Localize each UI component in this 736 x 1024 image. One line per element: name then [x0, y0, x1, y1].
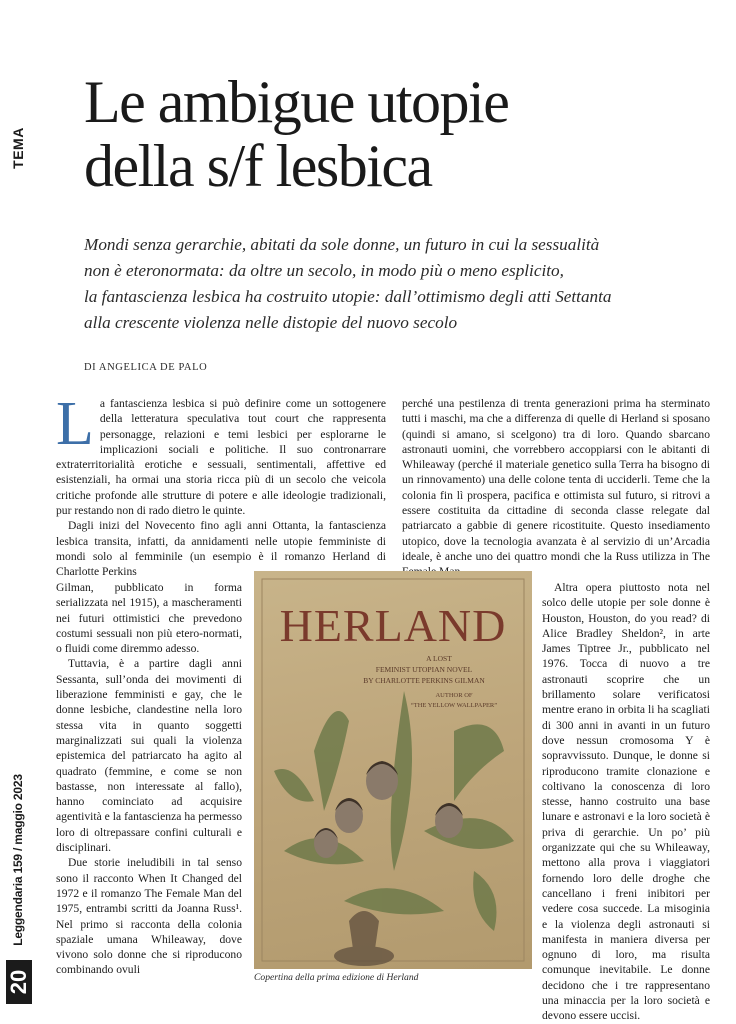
- title-line-1: Le ambigue utopie: [84, 69, 509, 135]
- column-2-lower: [542, 580, 710, 1024]
- cover-line: “THE YELLOW WALLPAPER”: [410, 702, 498, 709]
- issue-label: Leggendaria 159 / maggio 2023: [11, 774, 25, 946]
- lead-line: alla crescente violenza nelle distopie del nuovo secolo: [84, 313, 458, 332]
- cover-artwork: [254, 571, 532, 969]
- lead-line: non è eteronormata: da oltre un secolo, in modo più o meno esplicito,: [84, 261, 564, 280]
- paragraph: perché una pestilenza di trenta generazioni prima ha sterminato tutti i maschi, ma che a differenza di quelle di Herland si sposano (quindi si amano, si scelgono) tra di loro. Quando sbarcano astronauti uomini, che vorrebbero accoppiarsi con le abitanti di Whileaway (perché il materiale genetico sulla Terra ha bisogno di un rinnovamento) una delle colone tenta di ucciderli. Teme che la colonia fin lì prospera, pacifica e ottimista sul futuro, si ritrovi a essere costituita da cittadine di seconda classe relegate dal patriarcato a gabbie di genere ricostituite. Questo insediamento utopico, dove la tecnologia avanzata è al servizio di un’Arcadia ideale, è anche uno dei quattro mondi che la Russ utilizza in The: [402, 397, 710, 563]
- lead-line: la fantascienza lesbica ha costruito utopie: dall’ottimismo degli atti Settanta: [84, 287, 612, 306]
- article-title: [84, 70, 704, 198]
- article-lead: [84, 232, 714, 336]
- page-number: 20: [6, 960, 32, 1004]
- cover-title: HERLAND: [279, 600, 507, 651]
- paragraph: Altra opera piuttosto nota nel solco delle utopie per sole donne è Houston, Houston, do you read? di Alice Bradley Sheldon², in arte James Tiptree Jr., pubblicato nel 1976. Tocca di nuovo a tre astronauti scoprire che un brillamento solare verificatosi mentre erano in orbita li ha scagliati di 300 anni in avanti in un futuro dove nessun cromosoma Y è sopravvissuto. Dunque, le donne si riproducono tramite clonazione e coltivano la conoscenza di loro stesse, hanno costruito una base lunare e astronavi e la loro società è priva di gerarchie. Un po’ più organizzate qui che su Whileaway, mettono alla prova i viaggiatori fornendo loro delle droghe che cancellano i freni inibitori per vedere cosa succede. La misoginia e la violenza degli astronauti si manifesta in maniera diversa per ognuno di loro, ma risulta comunque inevitabile. Le donne decidono che i tre rappresentano una minaccia per la loro società e devono essere uccisi.: [542, 581, 710, 1023]
- column-1-lower: [56, 580, 242, 978]
- book-cover-image: [254, 571, 532, 969]
- column-1: [56, 390, 386, 580]
- byline: DI ANGELICA DE PALO: [84, 362, 208, 373]
- paragraph: Gilman, pubblicato in forma serializzata nel 1915), a mascheramenti nei futuri ottimistici che prevedono costumi sessuali non più etero-normati, o fluidi come diremmo adesso.: [56, 581, 242, 656]
- paragraph: La fantascienza lesbica si può definire come un sottogenere della letteratura speculativa tout court che rappresenta personagge, relazioni e temi lesbici per esplorarne le implicazioni sociali e politiche. Il suo contronarrare extraterritorialità erotiche e sessuali, sentimentali, affettive ed esistenziali, ha ormai una storia ricca più di un secolo che veicola critiche profonde alle strutture di potere e alle ideologie tradizionali, pur restando non di rado dietro le quinte.: [56, 390, 386, 518]
- figure-caption: Copertina della prima edizione di Herland: [254, 972, 419, 983]
- paragraph: Tuttavia, è a partire dagli anni Sessanta, sull’onda dei movimenti di liberazione femministi e gay, che le donne lesbiche, clandestine nella loro stessa vita in quanto soggetti marginalizzati sui quali la violenza epistemica del patriarcato ha agito al quadrato (femmine, e come se non bastasse, non interessate al fallo), hanno cominciato ad acquisire agentività e la fantascienza ha permesso loro di oltrepassare confini culturali e disciplinari.: [56, 657, 242, 855]
- section-label: TEMA: [10, 127, 26, 169]
- sidebar: [0, 0, 35, 1024]
- paragraph: Due storie ineludibili in tal senso sono il racconto When It Changed del 1972 e il romanzo The Female Man del 1975, entrambi scritti da Joanna Russ¹. Nel primo si racconta della colonia spaziale umana Whileaway, dove vivono solo donne che si riproducono combinando ovuli: [56, 856, 242, 977]
- lead-line: Mondi senza gerarchie, abitati da sole donne, un futuro in cui la sessualità: [84, 235, 600, 254]
- column-2: [402, 396, 710, 580]
- title-line-2: della s/f lesbica: [84, 133, 432, 199]
- cover-line: FEMINIST UTOPIAN NOVEL: [375, 665, 473, 674]
- cover-line: BY CHARLOTTE PERKINS GILMAN: [363, 676, 485, 685]
- cover-line: A LOST: [426, 654, 452, 663]
- drop-cap: L: [56, 390, 94, 458]
- cover-line: AUTHOR OF: [435, 692, 473, 699]
- paragraph: Dagli inizi del Novecento fino agli anni Ottanta, la fantascienza lesbica transita, infatti, da annidamenti nelle utopie femministe di mondi solo al femminile (un esempio è il romanzo Herland di Charlotte Perkins: [56, 519, 386, 579]
